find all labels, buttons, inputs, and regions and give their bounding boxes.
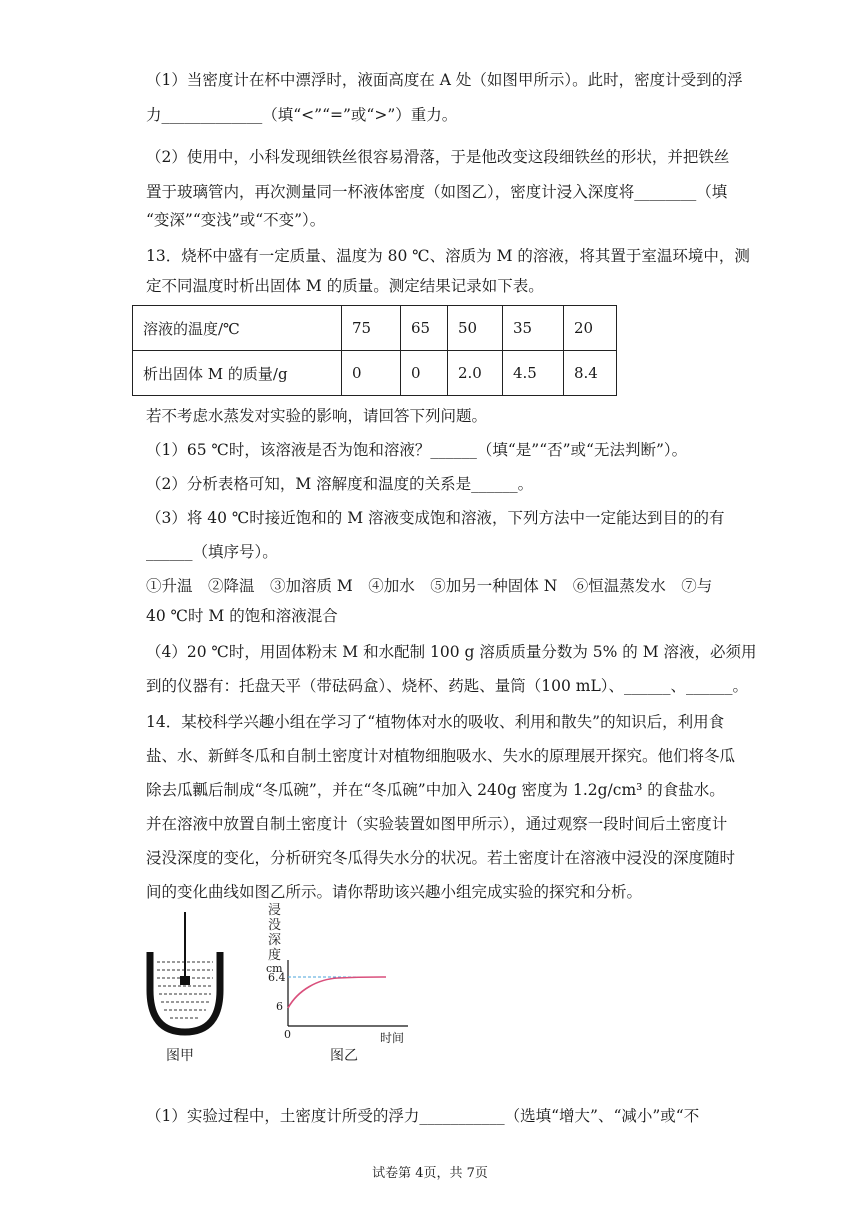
q14-line: 间的变化曲线如图乙所示。请你帮助该兴趣小组完成实验的探究和分析。 xyxy=(146,883,643,901)
q13-body-line: （2）分析表格可知，M 溶解度和温度的关系是______。 xyxy=(146,475,534,493)
q13-options-line2: 40 ℃时 M 的饱和溶液混合 xyxy=(146,607,338,625)
q14-line: 除去瓜瓤后制成“冬瓜碗”，并在“冬瓜碗”中加入 240g 密度为 1.2g/cm³ 的食盐水。 xyxy=(146,781,725,799)
table-cell: 2.0 xyxy=(448,351,503,396)
table-row xyxy=(133,351,617,396)
q12-part2-line3: “变深”“变浅”或“不变”）。 xyxy=(146,211,326,229)
beaker-figure xyxy=(140,910,230,1038)
table-cell: 65 xyxy=(401,306,448,351)
y-unit: cm xyxy=(266,962,283,975)
q14-line: 浸没深度的变化，分析研究冬瓜得失水分的状况。若土密度计在溶液中浸没的深度随时 xyxy=(146,849,736,867)
q13-body-line: 若不考虑水蒸发对实验的影响，请回答下列问题。 xyxy=(146,407,488,425)
data-table xyxy=(132,305,617,396)
table-cell: 0 xyxy=(401,351,448,396)
table-row-header: 析出固体 M 的质量/g xyxy=(133,351,342,396)
origin-label: 0 xyxy=(284,1028,291,1041)
y-axis-label-3: 深 xyxy=(268,933,282,948)
q13-body-line: （3）将 40 ℃时接近饱和的 M 溶液变成饱和溶液，下列方法中一定能达到目的的有 xyxy=(146,509,725,527)
fig-a-caption: 图甲 xyxy=(166,1048,194,1064)
q14-line: 并在溶液中放置自制土密度计（实验装置如图甲所示），通过观察一段时间后土密度计 xyxy=(146,815,728,833)
q12-part2-line2: 置于玻璃管内，再次测量同一杯液体密度（如图乙），密度计浸入深度将________（填 xyxy=(146,183,728,201)
y-axis-label-1: 浸 xyxy=(268,903,282,918)
q14-part1-line: （1）实验过程中，土密度计所受的浮力___________（选填“增大”、“减小”或“不 xyxy=(146,1107,700,1125)
q12-part1-line1: （1）当密度计在杯中漂浮时，液面高度在 A 处（如图甲所示）。此时，密度计受到的浮 xyxy=(146,71,743,89)
x-axis-label: 时间 xyxy=(380,1031,405,1045)
q13-body-line: 到的仪器有：托盘天平（带砝码盒）、烧杯、药匙、量筒（100 mL）、______、______。 xyxy=(146,677,749,695)
y-axis-label-4: 度 xyxy=(268,948,282,963)
table-cell: 8.4 xyxy=(564,351,617,396)
q13-intro-line2: 定不同温度时析出固体 M 的质量。测定结果记录如下表。 xyxy=(146,277,544,295)
q12-part2-line1: （2）使用中，小科发现细铁丝很容易滑落，于是他改变这段细铁丝的形状，并把铁丝 xyxy=(146,148,730,166)
q13-options-line1: ①升温 ②降温 ③加溶质 M ④加水 ⑤加另一种固体 N ⑥恒温蒸发水 ⑦与 xyxy=(146,577,713,595)
table-cell: 75 xyxy=(342,306,401,351)
depth-curve xyxy=(288,977,386,1008)
q13-body-line: （1）65 ℃时，该溶液是否为饱和溶液？______（填“是”“否”或“无法判断”）。 xyxy=(146,441,688,459)
y-tick-low: 6 xyxy=(276,1000,283,1013)
table-cell: 35 xyxy=(503,306,564,351)
table-row-header: 溶液的温度/℃ xyxy=(133,306,342,351)
q14-line: 14．某校科学兴趣小组在学习了“植物体对水的吸收、利用和散失”的知识后，利用食 xyxy=(146,713,725,731)
q13-body-line: ______（填序号）。 xyxy=(146,543,278,561)
table-cell: 0 xyxy=(342,351,401,396)
table-cell: 4.5 xyxy=(503,351,564,396)
q14-line: 盐、水、新鲜冬瓜和自制土密度计对植物细胞吸水、失水的原理展开探究。他们将冬瓜 xyxy=(146,747,736,765)
depth-time-chart xyxy=(258,900,418,1050)
table-cell: 50 xyxy=(448,306,503,351)
page-footer: 试卷第 4页，共 7页 xyxy=(372,1166,488,1181)
q13-intro-line1: 13．烧杯中盛有一定质量、温度为 80 ℃、溶质为 M 的溶液，将其置于室温环境中，测 xyxy=(146,247,750,265)
y-axis-label-2: 没 xyxy=(268,918,282,933)
q12-part1-line2: 力_____________（填“<”“=”或“>”）重力。 xyxy=(146,106,458,124)
table-cell: 20 xyxy=(564,306,617,351)
fig-b-caption: 图乙 xyxy=(330,1048,358,1064)
y-tick-high: 6.4 xyxy=(268,971,286,984)
densimeter-weight xyxy=(180,976,190,985)
q13-body-line: （4）20 ℃时，用固体粉末 M 和水配制 100 g 溶质质量分数为 5% 的 M 溶液，必须用 xyxy=(146,643,757,661)
table-row xyxy=(133,306,617,351)
